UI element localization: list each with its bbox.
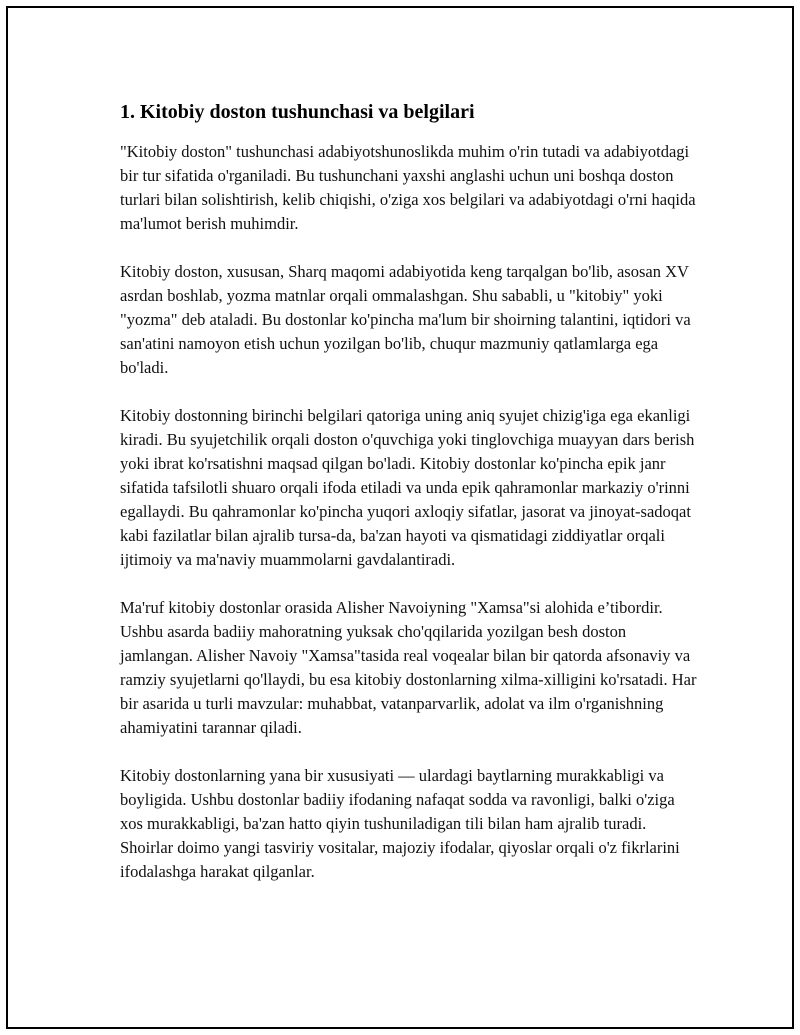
paragraph-4: Ma'ruf kitobiy dostonlar orasida Alisher Navoiyning "Xamsa"si alohida e’tibordir. Ushbu asarda badiiy mahoratning yuksak cho'qqilarida yozilgan besh doston jamlangan. Alisher Navoiy "Xamsa"tasida real voqealar bilan bir qatorda afsonaviy va ramziy syujetlarni qo'llaydi, bu esa kitobiy dostonlarning xilma-xilligini ko'rsatadi. Har bir asarida u turli mavzular: muhabbat, vatanparvarlik, adolat va ilm o'rganishning ahamiyatini tarannar qiladi. [120, 598, 697, 737]
paragraph-2: Kitobiy doston, xususan, Sharq maqomi adabiyotida keng tarqalgan bo'lib, asosan XV asrdan boshlab, yozma matnlar orqali ommalashgan. Shu sababli, u "kitobiy" yoki "yozma" deb ataladi. Bu dostonlar ko'pincha ma'lum bir shoirning talantini, iqtidori va san'atini namoyon etish uchun yozilgan bo'lib, chuqur mazmuniy qatlamlarga ega bo'ladi. [120, 262, 691, 377]
document-body [120, 98, 700, 908]
page-frame [6, 6, 794, 1029]
section-heading: 1. Kitobiy doston tushunchasi va belgilari [120, 101, 475, 123]
paragraph-3: Kitobiy dostonning birinchi belgilari qatoriga uning aniq syujet chizig'iga ega ekanligi kiradi. Bu syujetchilik orqali doston o'quvchiga yoki tinglovchiga muayyan dars berish yoki ibrat ko'rsatishni maqsad qilgan bo'ladi. Kitobiy dostonlar ko'pincha epik janr sifatida tafsilotli shuaro orqali ifoda etiladi va unda epik qahramonlar markaziy o'rinni egallaydi. Bu qahramonlar ko'pincha yuqori axloqiy sifatlar, jasorat va jinoyat-sadoqat kabi fazilatlar bilan ajralib tursa-da, ba'zan hayoti va qismatidagi ziddiyatlar orqali ijtimoiy va ma'naviy muammolarni gavdalantiradi. [120, 406, 695, 569]
paragraph-5: Kitobiy dostonlarning yana bir xususiyati — ulardagi baytlarning murakkabligi va boyligida. Ushbu dostonlar badiiy ifodaning nafaqat sodda va ravonligi, balki o'ziga xos murakkabligi, ba'zan hatto qiyin tushuniladigan tili bilan ham ajralib turadi. Shoirlar doimo yangi tasviriy vositalar, majoziy ifodalar, qiyoslar orqali o'z fikrlarini ifodalashga harakat qilganlar. [120, 766, 680, 881]
paragraph-1: "Kitobiy doston" tushunchasi adabiyotshunoslikda muhim o'rin tutadi va adabiyotdagi bir tur sifatida o'rganiladi. Bu tushunchani yaxshi anglashi uchun uni boshqa doston turlari bilan solishtirish, kelib chiqishi, o'ziga xos belgilari va adabiyotdagi o'rni haqida ma'lumot berish muhimdir. [120, 142, 696, 233]
